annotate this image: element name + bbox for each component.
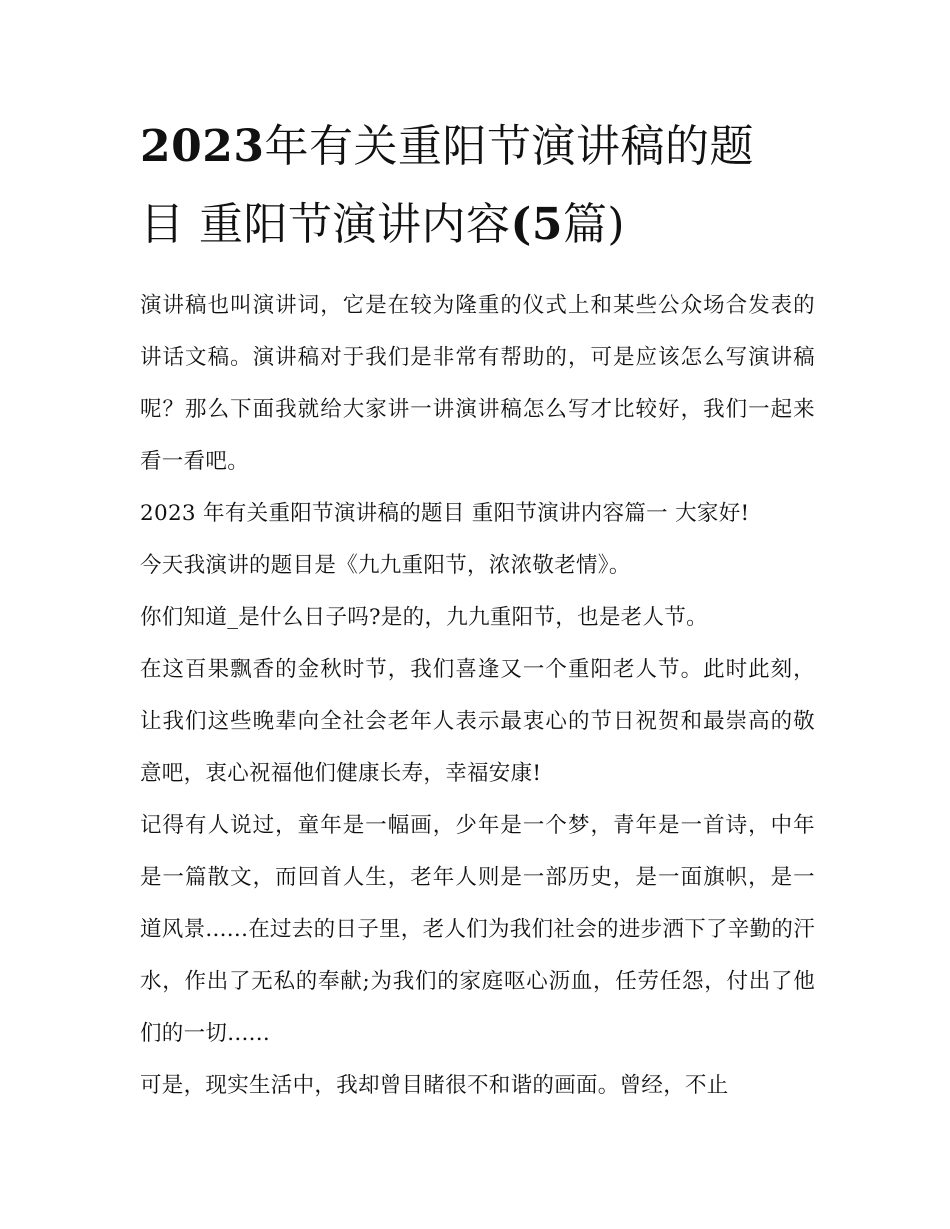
document-body	[140, 280, 815, 1112]
paragraph-reality: 可是，现实生活中，我却曾目睹很不和谐的画面。曾经，不止	[140, 1073, 729, 1098]
title-year: 2023	[140, 121, 265, 172]
paragraph-question: 你们知道_是什么日子吗?是的，九九重阳节，也是老人节。	[140, 605, 708, 630]
paragraph-speech-heading: 2023 年有关重阳节演讲稿的题目 重阳节演讲内容篇一 大家好!	[140, 501, 750, 526]
paragraph-greeting: 在这百果飘香的金秋时节，我们喜逢又一个重阳老人节。此时此刻，让我们这些晚辈向全社会老年人表示最衷心的节日祝贺和最崇高的敬意吧，衷心祝福他们健康长寿，幸福安康!	[140, 657, 815, 786]
paragraph-speech-topic: 今天我演讲的题目是《九九重阳节，浓浓敬老情》。	[140, 553, 631, 578]
title-count: (5	[510, 199, 563, 250]
paragraph-intro: 演讲稿也叫演讲词，它是在较为隆重的仪式上和某些公众场合发表的讲话文稿。演讲稿对于我们是非常有帮助的，可是应该怎么写演讲稿呢？那么下面我就给大家讲一讲演讲稿怎么写才比较好，我们一起来看一看吧。	[140, 293, 815, 474]
paragraph-life-metaphor: 记得有人说过，童年是一幅画，少年是一个梦，青年是一首诗，中年是一篇散文，而回首人生，老年人则是一部历史，是一面旗帜，是一道风景......在过去的日子里，老人们为我们社会的进步洒下了辛勤的汗水，作出了无私的奉献;为我们的家庭呕心沥血，任劳任怨，付出了他们的一切......	[140, 813, 816, 1046]
document-page	[140, 108, 815, 1112]
title-line2: 目 重阳节演讲内容	[140, 199, 511, 250]
title-line1-rest: 年有关重阳节演讲稿的题	[264, 121, 754, 172]
title-count-tail: 篇)	[562, 199, 626, 250]
document-title	[140, 108, 815, 264]
